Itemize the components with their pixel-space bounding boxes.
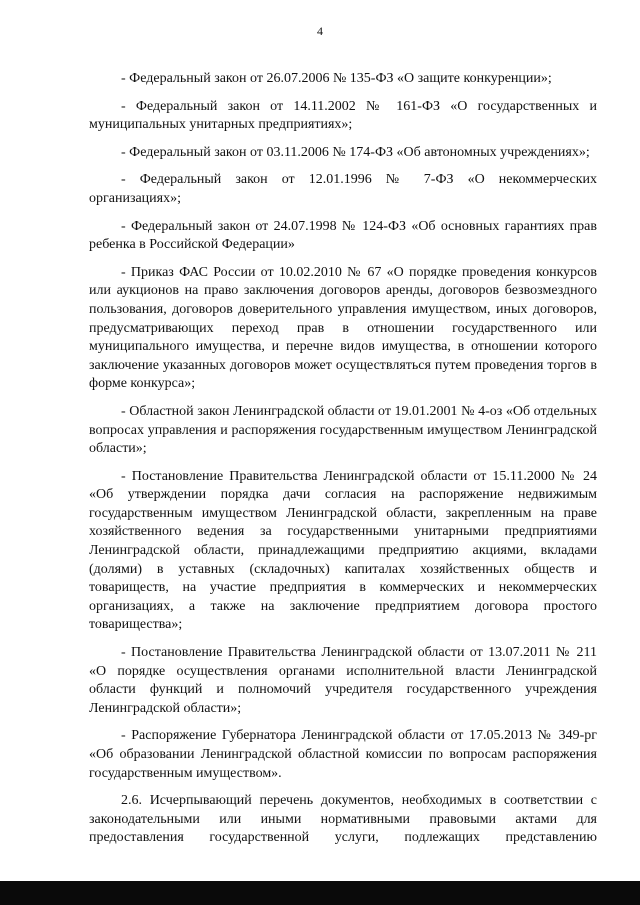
scan-bottom-edge [0, 881, 640, 905]
paragraph-resolution-24: - Постановление Правительства Ленинградской области от 15.11.2000 № 24 «Об утверждении порядка дачи согласия на распоряжение недвижимым государственным имуществом Ленинградской области, закрепленным на праве хозяйственного ведения за государственными унитарными предприятиями Ленинградской области, принадлежащими предприятию акциями, вкладами (долями) в уставных (складочных) капиталах хозяйственных обществ и товариществ, на участие предприятия в коммерческих и некоммерческих организациях, а также на заключение предприятием договора простого товарищества»; [89, 468, 597, 633]
paragraph-order-349-rg: - Распоряжение Губернатора Ленинградской области от 17.05.2013 № 349-рг «Об образовании Ленинградской областной комиссии по вопросам распоряжения государственным имуществом». [89, 728, 597, 781]
paragraph-regional-law-4-oz: - Областной закон Ленинградской области от 19.01.2001 № 4-оз «Об отдельных вопросах управления и распоряжения государственным имуществом Ленинградской области»; [89, 403, 597, 457]
paragraph-federal-law-7: - Федеральный закон от 12.01.1996 № 7-ФЗ «О некоммерческих организациях»; [89, 172, 597, 206]
paragraph-federal-law-174: - Федеральный закон от 03.11.2006 № 174-ФЗ «Об автономных учреждениях»; [121, 144, 590, 160]
paragraph-section-2-6: 2.6. Исчерпывающий перечень документов, необходимых в соответствии с законодательными или иными нормативными правовыми актами для предоставления государственной услуги, подлежащих представлению [89, 793, 597, 846]
paragraph-fas-order-67: - Приказ ФАС России от 10.02.2010 № 67 «О порядке проведения конкурсов или аукционов на право заключения договоров аренды, договоров безвозмездного пользования, договоров доверительного управления имуществом, иных договоров, предусматривающих переход прав в отношении государственного или муниципального имущества, и перечне видов имущества, в отношении которого заключение указанных договоров может осуществляться путем проведения торгов в форме конкурса»; [89, 264, 597, 392]
paragraph-federal-law-124: - Федеральный закон от 24.07.1998 № 124-ФЗ «Об основных гарантиях прав ребенка в Российской Федерации» [89, 218, 597, 253]
page-number: 4 [317, 24, 323, 38]
paragraph-federal-law-135: - Федеральный закон от 26.07.2006 № 135-ФЗ «О защите конкуренции»; [121, 71, 552, 86]
paragraph-resolution-211: - Постановление Правительства Ленинградской области от 13.07.2011 № 211 «О порядке осуществления органами исполнительной власти Ленинградской области функций и полномочий учредителя государственного учреждения Ленинградской области»; [89, 645, 597, 716]
paragraph-federal-law-161: - Федеральный закон от 14.11.2002 № 161-ФЗ «О государственных и муниципальных унитарных предприятиях»; [89, 98, 597, 133]
document-body [89, 70, 597, 848]
